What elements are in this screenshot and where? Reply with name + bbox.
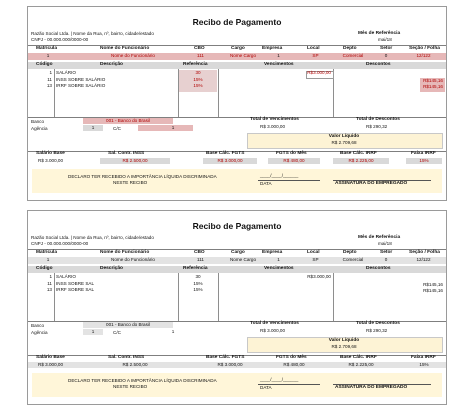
fgts-base-value: R$ 3.000,00 (217, 158, 243, 163)
item-earning: R$3.000,00 (307, 274, 331, 279)
signature-label: ASSINATURA DO EMPREGADO (335, 385, 408, 390)
col-vencimentos: Vencimentos (264, 266, 294, 271)
fgts-month-value: R$ 480,00 (283, 158, 305, 163)
val-matricula: 1 (46, 53, 50, 58)
item-reference: 15% (193, 287, 203, 292)
item-deduction: R$145,16 (423, 78, 443, 83)
val-depto: Comercial (342, 53, 364, 58)
item-description: IRRF SOBRE SALÁRIO (56, 83, 106, 88)
col-empresa: Empresa (262, 250, 283, 255)
item-description: SALÁRIO (56, 274, 76, 279)
date-blank: ____/____/______ (260, 173, 299, 178)
net-value: R$ 2.709,68 (331, 140, 357, 145)
receipt-title: Recibo de Pagamento (192, 17, 282, 27)
total-deductions-label: Total de Descontos (356, 321, 400, 326)
fgts-month-label: FGTS do Mês (276, 355, 307, 360)
net-value-label: Valor Líquido (328, 134, 360, 139)
col-codigo: Código (36, 266, 53, 271)
reference-month-value: mai/18 (378, 37, 392, 42)
fgts-base-label: Base Cálc. FGTS (206, 355, 245, 360)
col-descontos: Descontos (366, 266, 391, 271)
val-cargo: Nome Cargo (229, 257, 257, 262)
account-value: 1 (171, 125, 175, 130)
date-label: DATA (260, 385, 272, 390)
item-description: INSS SOBRE SAL (56, 281, 95, 286)
col-matricula: Matrícula (36, 250, 58, 255)
item-reference: 30 (195, 274, 201, 279)
total-deductions-value: R$ 290,32 (366, 328, 388, 333)
item-reference: 15% (193, 281, 203, 286)
col-setor: Setor (380, 46, 393, 51)
val-setor: 0 (384, 257, 388, 262)
val-cargo: Nome Cargo (229, 53, 257, 58)
val-secao: 12/122 (416, 53, 431, 58)
fgts-base-value: R$ 3.000,00 (217, 362, 243, 367)
account-label: C/C (113, 330, 121, 335)
val-empresa: 1 (277, 257, 280, 262)
val-matricula: 1 (46, 257, 50, 262)
receipt-title: Recibo de Pagamento (192, 221, 282, 231)
col-vencimentos: Vencimentos (264, 62, 294, 67)
irrf-base-value: R$ 2.225,00 (348, 362, 374, 367)
item-code: 1 (49, 274, 52, 279)
irrf-base-label: Base Cálc. IRRF (340, 151, 377, 156)
val-local: SP (312, 53, 319, 58)
company-line: Razão Social Ltda. | Nome da Rua, nº, bairro, cidade/estado (31, 31, 154, 36)
fgts-month-label: FGTS do Mês (276, 151, 307, 156)
declaration-line-1: DECLARO TER RECEBIDO A IMPORTÂNCIA LÍQUIDA DISCRIMINADA (68, 174, 217, 179)
irrf-bracket-value: 15% (419, 158, 429, 163)
reference-month-label: Mês de Referência (358, 235, 401, 240)
col-descricao: Descrição (100, 62, 123, 67)
declaration-line-2: NESTE RECIBO (113, 180, 148, 185)
item-code: 11 (47, 281, 52, 286)
date-label: DATA (260, 181, 272, 186)
item-description: IRRF SOBRE SAL (56, 287, 95, 292)
item-description: SALÁRIO (56, 70, 76, 75)
total-deductions-value: R$ 290,32 (366, 124, 388, 129)
val-secao: 12/122 (416, 257, 431, 262)
inss-contribution-value: R$ 2.500,00 (122, 362, 148, 367)
total-earnings-label: Total de Vencimentos (250, 321, 299, 326)
col-cargo: Cargo (231, 250, 245, 255)
col-secao: Seção / Folha (409, 46, 440, 51)
inss-contribution-value: R$ 2.500,00 (122, 158, 148, 163)
base-salary-value: R$ 3.000,00 (38, 158, 64, 163)
col-depto: Depto (343, 250, 357, 255)
agency-value: 1 (91, 125, 95, 130)
reference-month-label: Mês de Referência (358, 31, 401, 36)
item-deduction: R$145,16 (423, 84, 443, 89)
payslip-receipt (27, 210, 447, 405)
cnpj: CNPJ - 00.000.000/0000-00 (31, 241, 89, 246)
bank-label: Banco (31, 323, 45, 328)
val-nome: Nome do Funcionário (111, 53, 155, 58)
item-reference: 30 (195, 70, 201, 75)
signature-label: ASSINATURA DO EMPREGADO (335, 181, 408, 186)
irrf-bracket-label: Faixa IRRF (411, 151, 436, 156)
payslip-receipt (27, 6, 447, 201)
account-value: 1 (171, 329, 175, 334)
col-codigo: Código (36, 62, 53, 67)
col-local: Local (307, 46, 320, 51)
base-salary-label: Salário Base (36, 355, 65, 360)
date-blank: ____/____/______ (260, 377, 299, 382)
val-setor: 0 (384, 53, 388, 58)
base-salary-value: R$ 3.000,00 (38, 362, 64, 367)
agency-value: 1 (91, 329, 95, 334)
val-cbo: 111 (197, 257, 204, 262)
account-label: C/C (113, 126, 121, 131)
item-deduction: R$145,16 (423, 288, 443, 293)
item-code: 13 (46, 83, 52, 88)
col-descontos: Descontos (366, 62, 391, 67)
agency-label: Agência (31, 126, 48, 131)
item-description: INSS SOBRE SALÁRIO (56, 77, 106, 82)
fgts-month-value: R$ 480,00 (283, 362, 305, 367)
reference-month-value: mai/18 (378, 241, 392, 246)
col-empresa: Empresa (262, 46, 283, 51)
col-cargo: Cargo (231, 46, 245, 51)
bank-value: 001 - Banco do Brasil (106, 118, 150, 123)
item-code: 13 (46, 287, 52, 292)
total-earnings-value: R$ 3.000,00 (260, 124, 286, 129)
val-empresa: 1 (277, 53, 280, 58)
col-nome: Nome do Funcionário (100, 250, 150, 255)
col-referencia: Referência (183, 266, 208, 271)
col-local: Local (307, 250, 320, 255)
item-code: 11 (47, 77, 52, 82)
total-earnings-value: R$ 3.000,00 (260, 328, 286, 333)
inss-contribution-label: Sal. Contr. INSS (108, 151, 145, 156)
item-reference: 15% (193, 77, 203, 82)
item-deduction: R$145,16 (423, 282, 443, 287)
val-depto: Comercial (342, 257, 364, 262)
item-earning: R$3.000,00 (307, 70, 331, 75)
col-secao: Seção / Folha (409, 250, 440, 255)
irrf-base-label: Base Cálc. IRRF (340, 355, 377, 360)
item-reference: 15% (193, 83, 203, 88)
irrf-bracket-value: 15% (419, 362, 429, 367)
col-matricula: Matrícula (36, 46, 58, 51)
col-referencia: Referência (183, 62, 208, 67)
fgts-base-label: Base Cálc. FGTS (206, 151, 245, 156)
cnpj: CNPJ - 00.000.000/0000-00 (31, 37, 89, 42)
bank-label: Banco (31, 119, 45, 124)
bank-value: 001 - Banco do Brasil (106, 322, 150, 327)
val-cbo: 111 (197, 53, 204, 58)
irrf-bracket-label: Faixa IRRF (411, 355, 436, 360)
company-line: Razão Social Ltda. | Nome da Rua, nº, bairro, cidade/estado (31, 235, 154, 240)
col-setor: Setor (380, 250, 393, 255)
net-value-label: Valor Líquido (328, 338, 360, 343)
declaration-line-2: NESTE RECIBO (113, 384, 148, 389)
col-depto: Depto (343, 46, 357, 51)
base-salary-label: Salário Base (36, 151, 65, 156)
col-cbo: CBO (194, 46, 205, 51)
inss-contribution-label: Sal. Contr. INSS (108, 355, 145, 360)
irrf-base-value: R$ 2.225,00 (348, 158, 374, 163)
val-local: SP (312, 257, 319, 262)
col-descricao: Descrição (100, 266, 123, 271)
net-value: R$ 2.709,68 (331, 344, 357, 349)
col-nome: Nome do Funcionário (100, 46, 150, 51)
total-earnings-label: Total de Vencimentos (250, 117, 299, 122)
col-cbo: CBO (194, 250, 205, 255)
item-code: 1 (49, 70, 52, 75)
total-deductions-label: Total de Descontos (356, 117, 400, 122)
declaration-line-1: DECLARO TER RECEBIDO A IMPORTÂNCIA LÍQUIDA DISCRIMINADA (68, 378, 217, 383)
val-nome: Nome do Funcionário (111, 257, 155, 262)
agency-label: Agência (31, 330, 48, 335)
